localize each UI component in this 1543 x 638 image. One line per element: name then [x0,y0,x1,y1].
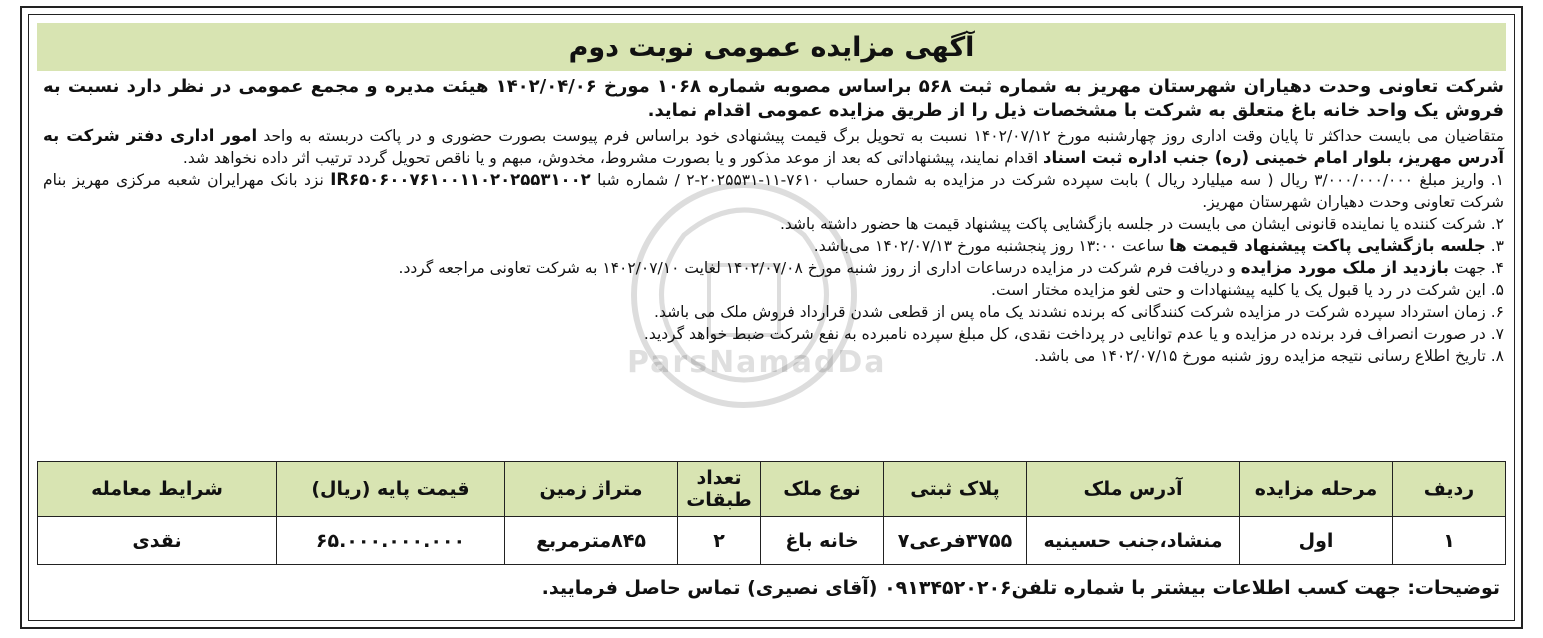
col-row-number: ردیف [1393,462,1506,517]
list-item: ۵. این شرکت در رد یا قبول یک یا کلیه پیشنهادات و حتی لغو مزایده مختار است. [991,281,1504,299]
col-base-price: قیمت پایه (ریال) [277,462,505,517]
col-registration-plate: پلاک ثبتی [884,462,1027,517]
col-terms: شرایط معامله [38,462,277,517]
cell-auction-stage: اول [1240,517,1393,565]
intro-paragraph: شرکت تعاونی وحدت دهیاران شهرستان مهریز به شماره ثبت ۵۶۸ براساس مصوبه شماره ۱۰۶۸ مورخ ۱۴۰۲/۰۴/۰۶ هیئت مدیره و مجمع عمومی در نظر دارد نسبت به فروش یک واحد خانه باغ متعلق به شرکت با مشخصات ذیل را از طریق مزایده عمومی اقدام نماید. [43,76,1504,121]
ad-header [37,23,1506,71]
office-address: امور اداری دفتر شرکت به آدرس مهریز، بلوار امام خمینی (ره) جنب اداره ثبت اسناد [43,126,1504,167]
col-floors: تعداد طبقات [678,462,761,517]
watermark-brand: ParsNamadDa [627,345,887,380]
ad-title: آگهی مزایده عمومی نوبت دوم [568,31,975,63]
auction-table [37,461,1506,565]
cell-terms: نقدی [38,517,277,565]
list-item: ۸. تاریخ اطلاع رسانی نتیجه مزایده روز شنبه مورخ ۱۴۰۲/۰۷/۱۵ می باشد. [1034,347,1504,365]
cell-property-address: منشاد،جنب حسینیه [1027,517,1240,565]
cell-row-number: ۱ [1393,517,1506,565]
footer-label: توضیحات: [1407,577,1500,599]
list-item: ۶. زمان استرداد سپرده شرکت در مزایده شرکت کنندگانی که برنده نشدند یک ماه پس از قطعی شدن قرارداد فروش ملک می باشد. [654,303,1504,321]
table-header-row [38,462,1506,517]
col-property-address: آدرس ملک [1027,462,1240,517]
applicants-text-2: اقدام نمایند، پیشنهاداتی که بعد از موعد مذکور و یا بصورت مشروط، مخدوش، مبهم و یا ناقص تحویل گردد ترتیب اثر داده نخواهد شد. [182,149,1039,167]
cell-base-price: ۶۵.۰۰۰.۰۰۰.۰۰۰ [277,517,505,565]
ad-frame [20,6,1523,629]
list-item: ۳. جلسه بازگشایی پاکت پیشنهاد قیمت ها ساعت ۱۳:۰۰ روز پنجشنبه مورخ ۱۴۰۲/۰۷/۱۳ می‌باشد. [813,236,1504,255]
footer-text: جهت کسب اطلاعات بیشتر با شماره تلفن۰۹۱۳۴۵۲۰۲۰۶ (آقای نصیری) تماس حاصل فرمایید. [541,577,1401,599]
list-item: ۲. شرکت کننده یا نماینده قانونی ایشان می بایست در جلسه بازگشایی پاکت پیشنهاد قیمت ها حضور داشته باشد. [779,215,1504,233]
ad-body [43,75,1504,367]
cell-floors: ۲ [678,517,761,565]
cell-land-area: ۸۴۵مترمربع [505,517,678,565]
applicants-text-1: متقاضیان می بایست حداکثر تا پایان وقت اداری روز چهارشنبه مورخ ۱۴۰۲/۰۷/۱۲ نسبت به تحویل برگ قیمت پیشنهادی خود براساس فرم پیوست بصورت حضوری و در پاکت دربسته به واحد [263,127,1504,145]
cell-registration-plate: ۳۷۵۵فرعی۷ [884,517,1027,565]
table-row [38,517,1506,565]
list-item: ۷. در صورت انصراف فرد برنده در مزایده و یا عدم توانایی در پرداخت نقدی، کل مبلغ سپرده نامبرده به نفع شرکت ضبط خواهد گردید. [643,325,1504,343]
applicants-paragraph [43,125,1504,169]
col-auction-stage: مرحله مزایده [1240,462,1393,517]
list-item: ۴. جهت بازدید از ملک مورد مزایده و دریافت فرم شرکت در مزایده درساعات اداری از روز شنبه مورخ ۱۴۰۲/۰۷/۰۸ لغایت ۱۴۰۲/۰۷/۱۰ به شرکت تعاونی مراجعه گردد. [398,258,1504,277]
ad-inner-border [28,14,1515,621]
cell-property-type: خانه باغ [761,517,884,565]
list-item: ۱. واریز مبلغ ۳/۰۰۰/۰۰۰/۰۰۰ ریال ( سه میلیارد ریال ) بابت سپرده شرکت در مزایده به شماره حساب ۷۶۱۰-۱۱-۲۰۲۵۵۳۱-۲ / شماره شبا IR۶۵۰۶۰۰۷۶۱۰۰۱۱۰۲۰۲۵۵۳۱۰۰۲ نزد بانک مهرایران شعبه مرکزی مهریز بنام شرکت تعاونی وحدت دهیاران شهرستان مهریز. [43,170,1504,211]
footer-note [43,575,1500,601]
col-property-type: نوع ملک [761,462,884,517]
col-land-area: متراژ زمین [505,462,678,517]
conditions-list [43,169,1504,367]
